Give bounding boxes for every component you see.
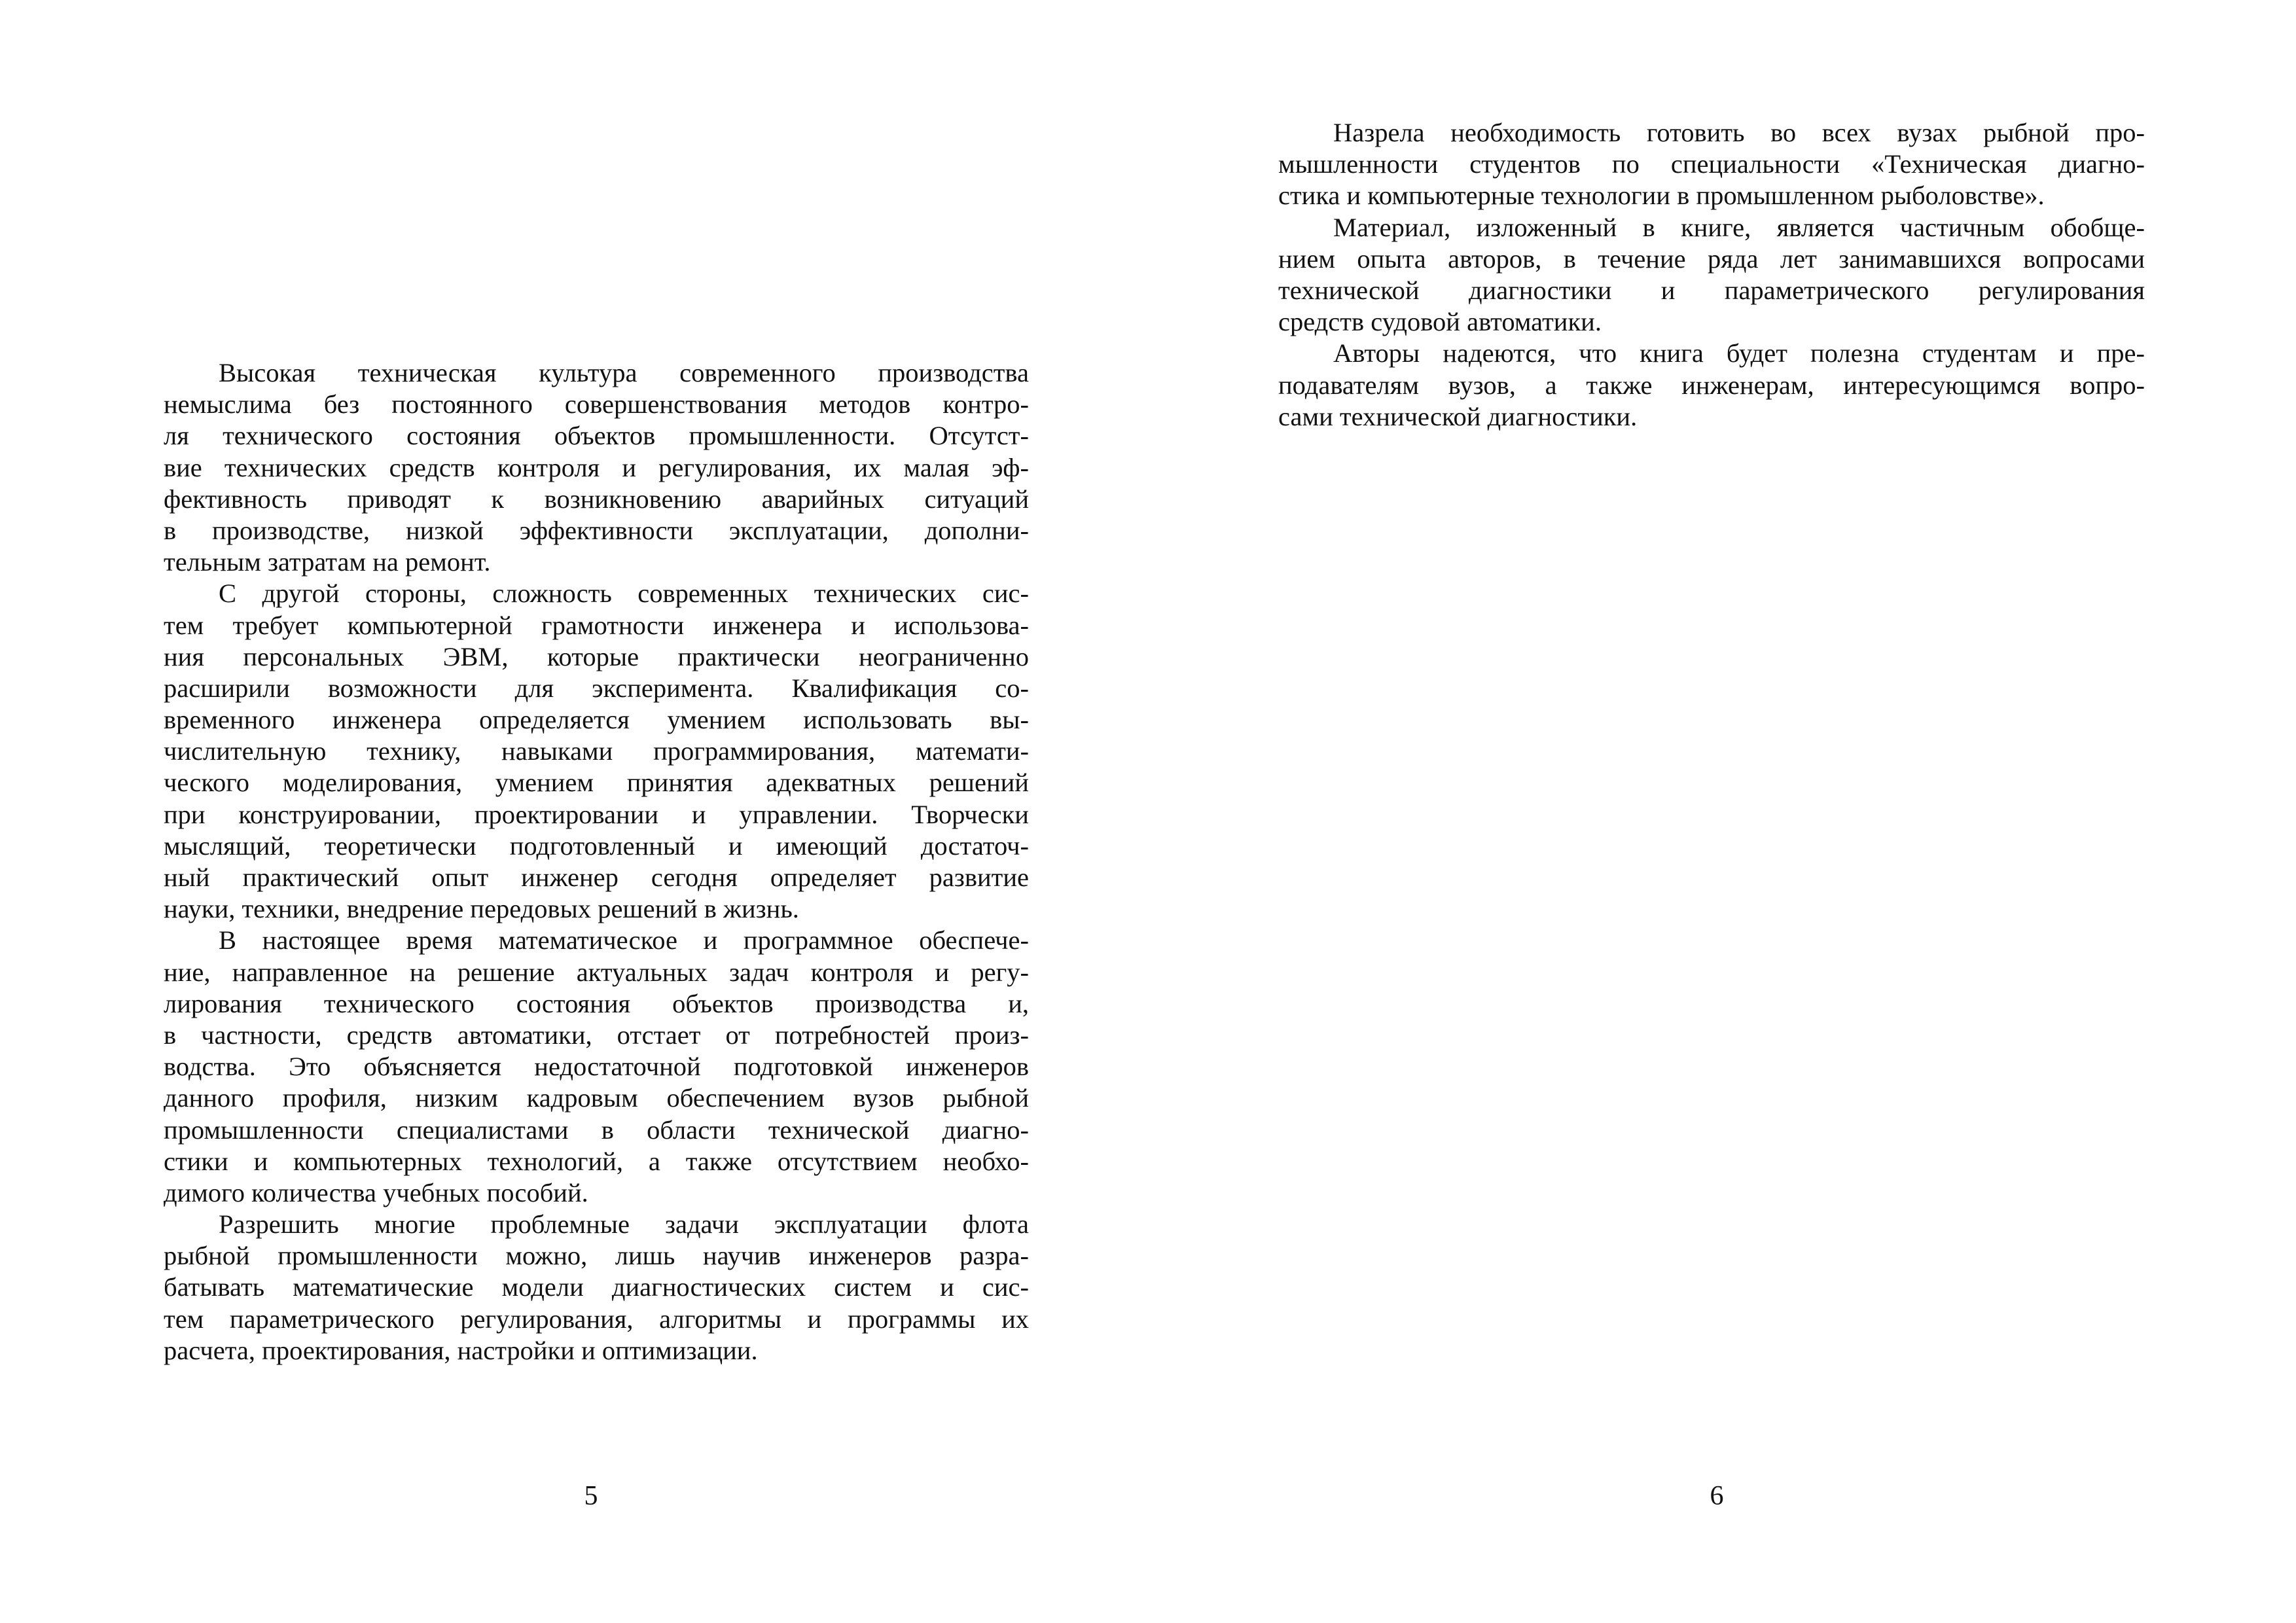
paragraph-line: мыслящий, теоретически подготовленный и имеющий достаточ- (164, 830, 1029, 861)
paragraph-line: стика и компьютерные технологии в промышленном рыболовстве». (1278, 181, 2045, 211)
paragraph-line: подавателям вузов, а также инженерам, интересующимся вопро- (1278, 370, 2145, 400)
paragraph-line: стики и компьютерных технологий, а также отсутствием необхо- (164, 1146, 1029, 1176)
paragraph-line: промышленности специалистами в области технической диагно- (164, 1115, 1029, 1145)
paragraph-line: сами технической диагностики. (1278, 401, 1638, 431)
paragraph-line: ческого моделирования, умением принятия адекватных решений (164, 768, 1029, 798)
paragraph-line: мышленности студентов по специальности «Техническая диагно- (1278, 149, 2145, 179)
paragraph-line: нием опыта авторов, в течение ряда лет занимавшихся вопросами (1278, 243, 2145, 274)
paragraph-line: науки, техники, внедрение передовых решений в жизнь. (164, 894, 799, 924)
paragraph-line: данного профиля, низким кадровым обеспечением вузов рыбной (164, 1083, 1029, 1113)
paragraph-line: Материал, изложенный в книге, является частичным обобще- (1333, 212, 2145, 242)
paragraph-line: в производстве, низкой эффективности эксплуатации, дополни- (164, 515, 1029, 545)
paragraph-line: тельным затратам на ремонт. (164, 547, 491, 577)
paragraph-line: Разрешить многие проблемные задачи эксплуатации флота (219, 1209, 1029, 1240)
paragraph-line: В настоящее время математическое и программное обеспече- (219, 925, 1029, 955)
paragraph-line: фективность приводят к возникновению аварийных ситуаций (164, 484, 1029, 514)
paragraph-line: водства. Это объясняется недостаточной подготовкой инженеров (164, 1052, 1029, 1082)
right-page (1148, 0, 2296, 1623)
paragraph-line: вие технических средств контроля и регулирования, их малая эф- (164, 452, 1029, 482)
paragraph-line: тем параметрического регулирования, алгоритмы и программы их (164, 1304, 1029, 1334)
paragraph-line: средств судовой автоматики. (1278, 307, 1602, 337)
paragraph-line: числительную технику, навыками программирования, математи- (164, 736, 1029, 766)
paragraph-line: тем требует компьютерной грамотности инженера и использова- (164, 610, 1029, 640)
page-number: 5 (584, 1481, 598, 1511)
paragraph-line: Авторы надеются, что книга будет полезна студентам и пре- (1333, 338, 2145, 368)
left-page-text (164, 357, 1029, 1366)
paragraph-line: временного инженера определяется умением использовать вы- (164, 705, 1029, 735)
paragraph-line: лирования технического состояния объектов производства и, (164, 988, 1029, 1018)
paragraph-line: Назрела необходимость готовить во всех вузах рыбной про- (1333, 118, 2145, 147)
paragraph-line: ние, направленное на решение актуальных задач контроля и регу- (164, 957, 1029, 987)
paragraph-line: при конструировании, проектировании и управлении. Творчески (164, 799, 1029, 829)
paragraph-line: немыслима без постоянного совершенствования методов контро- (164, 389, 1029, 419)
paragraph-line: рыбной промышленности можно, лишь научив инженеров разра- (164, 1241, 1029, 1271)
paragraph-line: батывать математические модели диагностических систем и сис- (164, 1272, 1029, 1302)
paragraph-line: ля технического состояния объектов промышленности. Отсутст- (164, 421, 1029, 451)
paragraph-line: в частности, средств автоматики, отстает от потребностей произ- (164, 1020, 1029, 1050)
paragraph-line: ный практический опыт инженер сегодня определяет развитие (164, 863, 1029, 892)
paragraph-line: расширили возможности для эксперимента. Квалификация со- (164, 673, 1029, 703)
page-number: 6 (1710, 1481, 1724, 1511)
paragraph-line: ния персональных ЭВМ, которые практически неограниченно (164, 641, 1029, 671)
right-page-text (1278, 117, 2145, 433)
paragraph-line: Высокая техническая культура современного производства (219, 358, 1029, 387)
paragraph-line: расчета, проектирования, настройки и оптимизации. (164, 1335, 758, 1365)
paragraph-line: димого количества учебных пособий. (164, 1177, 588, 1207)
paragraph-line: технической диагностики и параметрического регулирования (1278, 275, 2145, 305)
paragraph-line: С другой стороны, сложность современных технических сис- (219, 579, 1029, 609)
